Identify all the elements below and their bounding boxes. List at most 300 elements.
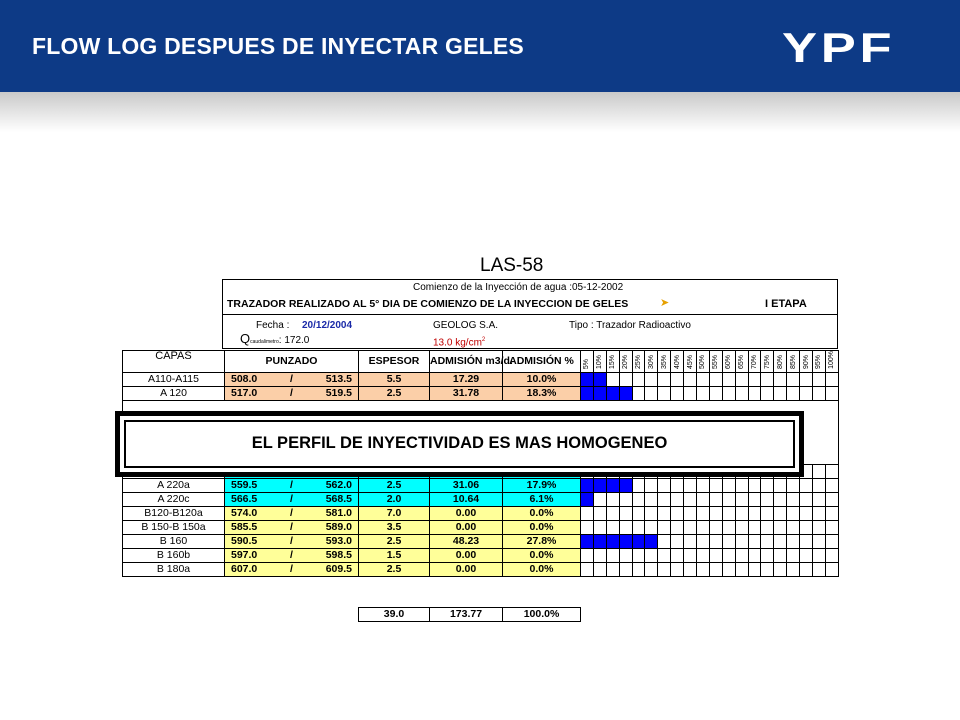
row-capa: A110-A115 — [123, 372, 225, 386]
pct-cell — [748, 520, 761, 534]
pct-cell — [619, 386, 632, 400]
pct-cell — [825, 464, 838, 478]
table-row — [123, 372, 839, 386]
pct-cell — [813, 520, 826, 534]
punzado-to: 513.5 — [325, 372, 352, 385]
pct-cell — [684, 386, 697, 400]
pct-cell — [619, 492, 632, 506]
pct-cell — [697, 386, 710, 400]
header-pct-8 — [671, 351, 684, 373]
pct-cell — [645, 478, 658, 492]
pct-cell — [581, 562, 594, 576]
header-punzado: PUNZADO — [225, 351, 359, 373]
pct-cell — [800, 478, 813, 492]
pct-cell — [697, 548, 710, 562]
pct-label: 65% — [738, 354, 746, 369]
row-espesor: 5.5 — [359, 372, 430, 386]
pct-cell — [709, 548, 722, 562]
header-pct-20 — [825, 351, 838, 373]
pct-cell — [800, 520, 813, 534]
pct-cell — [825, 506, 838, 520]
punzado-values — [225, 480, 358, 491]
punzado-sep: / — [290, 520, 293, 533]
pct-cell — [813, 562, 826, 576]
pct-cell — [800, 386, 813, 400]
row-punzado — [225, 492, 359, 506]
fecha-label: Fecha : — [256, 320, 290, 331]
pct-cell — [825, 562, 838, 576]
punzado-values — [225, 522, 358, 533]
arrow-icon: ➤ — [660, 297, 670, 309]
pct-cell — [658, 478, 671, 492]
header-pct-15 — [761, 351, 774, 373]
pct-cell — [632, 492, 645, 506]
punzado-sep: / — [290, 534, 293, 547]
punzado-sep: / — [290, 372, 293, 385]
company-name: GEOLOG S.A. — [433, 320, 499, 331]
punzado-from: 607.0 — [231, 562, 258, 575]
pct-cell — [671, 506, 684, 520]
pct-cell — [800, 492, 813, 506]
pct-cell — [748, 492, 761, 506]
pct-cell — [709, 534, 722, 548]
pct-cell — [632, 562, 645, 576]
row-punzado — [225, 534, 359, 548]
punzado-to: 609.5 — [325, 562, 352, 575]
pct-cell — [722, 562, 735, 576]
row-capa: A 220c — [123, 492, 225, 506]
row-capa: B 160 — [123, 534, 225, 548]
row-admision: 31.78 — [430, 386, 503, 400]
row-capa: B120-B120a — [123, 506, 225, 520]
row-espesor: 2.5 — [359, 478, 430, 492]
pct-label: 40% — [673, 354, 681, 369]
pct-cell — [697, 372, 710, 386]
pct-cell — [761, 478, 774, 492]
pct-cell — [709, 520, 722, 534]
pct-cell — [787, 548, 800, 562]
pct-cell — [671, 386, 684, 400]
pct-cell — [593, 506, 606, 520]
pct-cell — [748, 562, 761, 576]
header-pct-5 — [632, 351, 645, 373]
header-pct-17 — [787, 351, 800, 373]
pct-cell — [632, 534, 645, 548]
row-espesor: 2.5 — [359, 534, 430, 548]
pct-cell — [787, 506, 800, 520]
pct-cell — [825, 520, 838, 534]
pct-cell — [722, 520, 735, 534]
pct-cell — [593, 478, 606, 492]
tracer-type: Tipo : Trazador Radioactivo — [569, 320, 691, 331]
punzado-sep: / — [290, 492, 293, 505]
pct-cell — [722, 548, 735, 562]
pct-cell — [787, 534, 800, 548]
table-row — [123, 562, 839, 576]
pct-cell — [697, 506, 710, 520]
pct-cell — [619, 506, 632, 520]
total-admision-pct: 100.0% — [503, 608, 581, 622]
pct-cell — [735, 386, 748, 400]
row-punzado — [225, 562, 359, 576]
table-row — [123, 386, 839, 400]
pct-cell — [606, 520, 619, 534]
table-header — [123, 351, 839, 373]
punzado-sep: / — [290, 386, 293, 399]
pct-cell — [761, 372, 774, 386]
pct-cell — [825, 372, 838, 386]
punzado-sep: / — [290, 548, 293, 561]
pct-cell — [606, 372, 619, 386]
table-row — [123, 478, 839, 492]
q-symbol: Q — [240, 331, 251, 346]
punzado-from: 585.5 — [231, 520, 258, 533]
header-admision-pct: ADMISIÓN % — [503, 351, 581, 373]
row-espesor: 7.0 — [359, 506, 430, 520]
pct-cell — [593, 548, 606, 562]
pct-cell — [825, 478, 838, 492]
pct-cell — [593, 492, 606, 506]
pct-cell — [735, 506, 748, 520]
punzado-from: 559.5 — [231, 478, 258, 491]
header-pct-12 — [722, 351, 735, 373]
row-admision: 31.06 — [430, 478, 503, 492]
row-capa: B 150-B 150a — [123, 520, 225, 534]
pct-label: 95% — [815, 354, 823, 369]
pct-label: 85% — [789, 354, 797, 369]
row-punzado — [225, 478, 359, 492]
pct-cell — [658, 534, 671, 548]
pct-cell — [658, 506, 671, 520]
pct-cell — [658, 562, 671, 576]
pct-cell — [748, 506, 761, 520]
table-row — [123, 506, 839, 520]
pct-cell — [645, 562, 658, 576]
pct-cell — [593, 386, 606, 400]
row-punzado — [225, 372, 359, 386]
totals-table — [358, 607, 581, 622]
table-row — [123, 492, 839, 506]
pct-cell — [619, 372, 632, 386]
row-punzado — [225, 386, 359, 400]
pct-cell — [606, 562, 619, 576]
punzado-sep: / — [290, 562, 293, 575]
pct-cell — [761, 520, 774, 534]
header-pct-11 — [709, 351, 722, 373]
pct-label: 100% — [828, 351, 836, 369]
pct-cell — [645, 520, 658, 534]
pct-cell — [748, 548, 761, 562]
pct-cell — [671, 492, 684, 506]
pct-cell — [800, 534, 813, 548]
row-espesor: 3.5 — [359, 520, 430, 534]
pct-cell — [774, 372, 787, 386]
pct-cell — [787, 386, 800, 400]
pct-cell — [774, 562, 787, 576]
row-espesor: 1.5 — [359, 548, 430, 562]
row-admision-pct: 10.0% — [503, 372, 581, 386]
pct-cell — [671, 478, 684, 492]
pct-cell — [645, 548, 658, 562]
pct-cell — [774, 478, 787, 492]
pct-cell — [581, 548, 594, 562]
header-pct-10 — [697, 351, 710, 373]
pct-cell — [735, 372, 748, 386]
pct-cell — [697, 534, 710, 548]
pct-cell — [709, 492, 722, 506]
pct-cell — [606, 534, 619, 548]
row-capa: B 160b — [123, 548, 225, 562]
pressure-superscript: 2 — [481, 337, 486, 343]
pct-cell — [658, 548, 671, 562]
header-pct-13 — [735, 351, 748, 373]
pct-cell — [684, 478, 697, 492]
pct-cell — [593, 520, 606, 534]
pct-cell — [606, 506, 619, 520]
pct-cell — [581, 506, 594, 520]
page-title: FLOW LOG DESPUES DE INYECTAR GELES — [32, 33, 524, 59]
pct-cell — [684, 506, 697, 520]
header-pct-9 — [684, 351, 697, 373]
pct-cell — [581, 492, 594, 506]
pct-cell — [800, 372, 813, 386]
row-espesor: 2.5 — [359, 386, 430, 400]
q-subscript: caudalimetro — [250, 339, 279, 345]
pct-cell — [787, 478, 800, 492]
pct-cell — [645, 386, 658, 400]
pct-cell — [735, 534, 748, 548]
pct-cell — [774, 492, 787, 506]
pct-cell — [735, 548, 748, 562]
pct-cell — [748, 386, 761, 400]
pct-cell — [671, 372, 684, 386]
row-admision-pct: 18.3% — [503, 386, 581, 400]
table-row — [123, 534, 839, 548]
pct-cell — [671, 520, 684, 534]
pct-cell — [684, 562, 697, 576]
pct-cell — [658, 386, 671, 400]
pct-cell — [722, 506, 735, 520]
punzado-to: 593.0 — [325, 534, 352, 547]
row-capa: A 220a — [123, 478, 225, 492]
stage-label: I ETAPA — [765, 298, 807, 310]
pct-cell — [774, 548, 787, 562]
ypf-logo: YPF — [782, 24, 896, 71]
pct-label: 5% — [583, 358, 591, 369]
pct-cell — [774, 534, 787, 548]
q-label — [240, 333, 309, 348]
pct-cell — [761, 492, 774, 506]
pct-label: 15% — [609, 354, 617, 369]
pct-cell — [632, 548, 645, 562]
header-shadow — [0, 92, 960, 132]
pct-cell — [671, 562, 684, 576]
punzado-values — [225, 536, 358, 547]
pct-cell — [671, 534, 684, 548]
pct-cell — [813, 478, 826, 492]
punzado-from: 517.0 — [231, 386, 258, 399]
pct-cell — [658, 372, 671, 386]
pct-cell — [593, 562, 606, 576]
pct-label: 60% — [725, 354, 733, 369]
pct-cell — [645, 534, 658, 548]
pct-cell — [709, 506, 722, 520]
pct-cell — [748, 534, 761, 548]
conclusion-box — [115, 411, 804, 477]
pct-cell — [774, 386, 787, 400]
row-admision-pct: 0.0% — [503, 562, 581, 576]
pct-cell — [722, 492, 735, 506]
header-pct-16 — [774, 351, 787, 373]
pressure-value — [433, 334, 485, 349]
punzado-values — [225, 374, 358, 385]
row-admision-pct: 0.0% — [503, 548, 581, 562]
pct-cell — [593, 534, 606, 548]
pct-cell — [735, 492, 748, 506]
pct-cell — [722, 534, 735, 548]
total-espesor: 39.0 — [359, 608, 430, 622]
pct-cell — [632, 478, 645, 492]
punzado-values — [225, 494, 358, 505]
pct-cell — [813, 492, 826, 506]
punzado-to: 568.5 — [325, 492, 352, 505]
pct-cell — [606, 492, 619, 506]
pct-cell — [761, 534, 774, 548]
pct-cell — [813, 464, 826, 478]
row-admision: 0.00 — [430, 506, 503, 520]
pct-cell — [800, 562, 813, 576]
pct-cell — [632, 506, 645, 520]
header-pct-4 — [619, 351, 632, 373]
pct-cell — [581, 386, 594, 400]
pct-cell — [761, 548, 774, 562]
punzado-to: 598.5 — [325, 548, 352, 561]
pct-label: 45% — [686, 354, 694, 369]
pct-cell — [787, 492, 800, 506]
header-pct-2 — [593, 351, 606, 373]
header-espesor: ESPESOR — [359, 351, 430, 373]
pct-cell — [774, 506, 787, 520]
pct-cell — [825, 548, 838, 562]
pct-cell — [619, 478, 632, 492]
pct-label: 90% — [802, 354, 810, 369]
pct-cell — [593, 372, 606, 386]
pct-cell — [709, 478, 722, 492]
punzado-to: 519.5 — [325, 386, 352, 399]
pct-cell — [761, 506, 774, 520]
pct-cell — [813, 506, 826, 520]
punzado-sep: / — [290, 478, 293, 491]
row-admision-pct: 27.8% — [503, 534, 581, 548]
pct-cell — [684, 492, 697, 506]
pct-cell — [645, 506, 658, 520]
pct-cell — [606, 478, 619, 492]
row-admision: 48.23 — [430, 534, 503, 548]
pct-cell — [581, 478, 594, 492]
pct-cell — [787, 372, 800, 386]
punzado-from: 590.5 — [231, 534, 258, 547]
pct-cell — [787, 562, 800, 576]
pct-cell — [735, 478, 748, 492]
pct-cell — [722, 386, 735, 400]
pct-label: 20% — [622, 354, 630, 369]
pct-cell — [748, 478, 761, 492]
pct-label: 25% — [635, 354, 642, 369]
punzado-values — [225, 388, 358, 399]
pct-cell — [684, 534, 697, 548]
pct-label: 75% — [763, 354, 771, 369]
punzado-values — [225, 508, 358, 519]
punzado-from: 508.0 — [231, 372, 258, 385]
pct-cell — [697, 478, 710, 492]
well-title: LAS-58 — [480, 255, 544, 276]
row-admision-pct: 17.9% — [503, 478, 581, 492]
row-admision-pct: 6.1% — [503, 492, 581, 506]
pct-cell — [697, 492, 710, 506]
header-pct-18 — [800, 351, 813, 373]
row-punzado — [225, 548, 359, 562]
punzado-to: 581.0 — [325, 506, 352, 519]
pct-cell — [581, 372, 594, 386]
header-bar — [0, 0, 960, 92]
pct-cell — [684, 372, 697, 386]
pct-cell — [709, 386, 722, 400]
pct-cell — [697, 520, 710, 534]
pct-cell — [761, 386, 774, 400]
pct-cell — [825, 492, 838, 506]
pct-cell — [813, 534, 826, 548]
row-admision: 10.64 — [430, 492, 503, 506]
header-pct-19 — [813, 351, 826, 373]
row-admision-pct: 0.0% — [503, 506, 581, 520]
pct-cell — [735, 562, 748, 576]
pct-cell — [606, 548, 619, 562]
pct-cell — [632, 520, 645, 534]
pct-cell — [684, 548, 697, 562]
q-value: : 172.0 — [278, 335, 310, 346]
header-admision: ADMISIÓN m3/d. — [430, 351, 503, 373]
pct-cell — [800, 506, 813, 520]
injection-start: Comienzo de la Inyección de agua :05-12-2002 — [413, 282, 624, 293]
pct-cell — [581, 520, 594, 534]
pct-cell — [813, 548, 826, 562]
pct-cell — [813, 386, 826, 400]
row-admision: 0.00 — [430, 520, 503, 534]
pct-cell — [619, 562, 632, 576]
pct-cell — [761, 562, 774, 576]
row-espesor: 2.5 — [359, 562, 430, 576]
pct-label: 50% — [699, 354, 707, 369]
row-admision: 17.29 — [430, 372, 503, 386]
table-row — [123, 548, 839, 562]
pct-cell — [825, 534, 838, 548]
header-pct-1 — [581, 351, 594, 373]
header-pct-7 — [658, 351, 671, 373]
pct-cell — [800, 548, 813, 562]
pct-cell — [632, 372, 645, 386]
punzado-values — [225, 564, 358, 575]
pct-cell — [709, 372, 722, 386]
conclusion-text: EL PERFIL DE INYECTIVIDAD ES MAS HOMOGENEO — [251, 434, 668, 452]
tracer-line: TRAZADOR REALIZADO AL 5° DIA DE COMIENZO DE LA INYECCION DE GELES — [227, 298, 629, 310]
pct-label: 10% — [596, 354, 604, 369]
pct-cell — [722, 372, 735, 386]
header-pct-6 — [645, 351, 658, 373]
row-punzado — [225, 506, 359, 520]
pct-cell — [619, 520, 632, 534]
pct-cell — [825, 386, 838, 400]
row-punzado — [225, 520, 359, 534]
